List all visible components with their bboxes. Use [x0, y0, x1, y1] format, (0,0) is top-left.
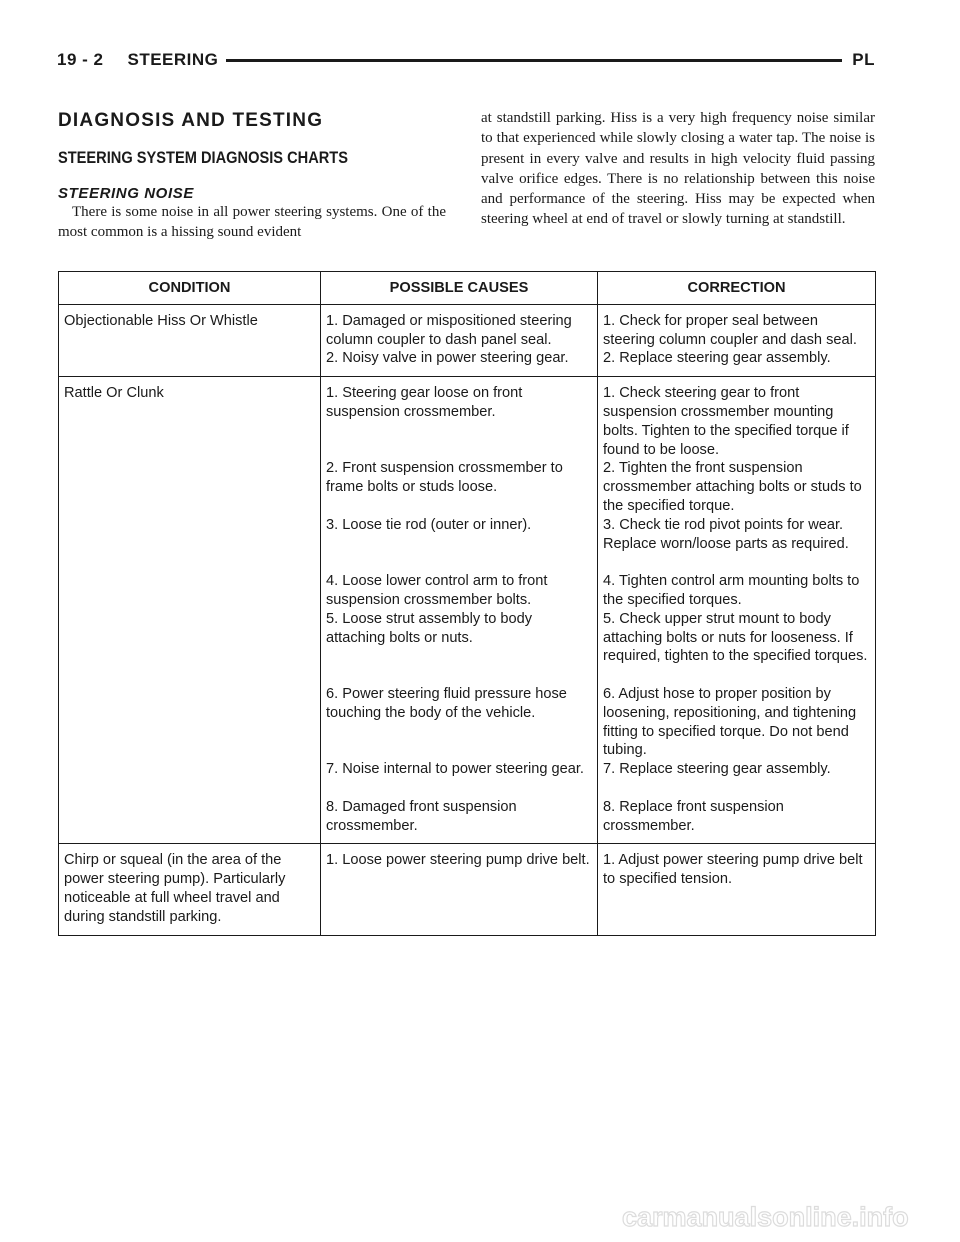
table-row: [59, 377, 876, 844]
correction-item: 3. Check tie rod pivot points for wear. Replace worn/loose parts as required.: [603, 516, 849, 552]
table-header-row: [59, 272, 876, 305]
correction-item: 1. Check for proper seal between steering column coupler and dash seal.: [603, 312, 857, 348]
causes-cell: [321, 377, 598, 844]
right-column: [481, 108, 875, 230]
diagnosis-table: [58, 271, 876, 936]
correction-item: 4. Tighten control arm mounting bolts to the specified torques.: [603, 573, 860, 608]
cause-item: 6. Power steering fluid pressure hose touching the body of the vehicle.: [326, 685, 567, 721]
cause-item: 1. Steering gear loose on front suspension crossmember.: [326, 385, 523, 420]
intro-paragraph: There is some noise in all power steering systems. One of the most common is a hissing sound evident: [58, 204, 446, 241]
table-row: [59, 844, 876, 935]
heading-steering-noise: STEERING NOISE: [58, 185, 194, 202]
cause-item: 8. Damaged front suspension crossmember.: [326, 798, 517, 834]
cause-item: 4. Loose lower control arm to front suspension crossmember bolts.: [326, 573, 548, 608]
watermark-text: carmanualsonline.info: [622, 1202, 909, 1232]
condition-cell: Rattle Or Clunk: [59, 377, 321, 844]
column-header-condition: CONDITION: [59, 272, 321, 305]
cause-item: 1. Damaged or mispositioned steering column coupler to dash panel seal.: [326, 312, 572, 348]
causes-cell: [321, 844, 598, 935]
cause-item: 2. Front suspension crossmember to frame bolts or studs loose.: [326, 460, 563, 496]
hiss-paragraph: at standstill parking. Hiss is a very high frequency noise similar to that experienced while slowly closing a water tap. The noise is present in every valve and results in high velocity fluid passing valve orifice edges. There is no relationship between this noise and performance of the steering. Hiss may be expected when steering wheel at end of travel or slowly turning at standstill.: [481, 110, 875, 228]
cause-item: 5. Loose strut assembly to body attaching bolts or nuts.: [326, 610, 533, 646]
heading-diagnosis-charts: STEERING SYSTEM DIAGNOSIS CHARTS: [58, 148, 348, 167]
correction-item: 6. Adjust hose to proper position by loosening, repositioning, and tightening fitting to specified torque. Do not bend tubing.: [603, 685, 857, 759]
page-number: 19 - 2: [57, 50, 104, 69]
cause-item: 3. Loose tie rod (outer or inner).: [326, 516, 532, 533]
correction-item: 5. Check upper strut mount to body attaching bolts or nuts for looseness. If required, tighten to the specified torques.: [603, 610, 868, 665]
header-rule: [226, 59, 842, 62]
section-title: STEERING: [127, 50, 219, 69]
condition-cell: Chirp or squeal (in the area of the power steering pump). Particularly noticeable at full wheel travel and during standstill parking.: [59, 844, 321, 935]
correction-cell: [598, 377, 876, 844]
correction-item: 2. Replace steering gear assembly.: [603, 350, 831, 367]
table-row: [59, 304, 876, 376]
column-header-correction: CORRECTION: [598, 272, 876, 305]
condition-cell: Objectionable Hiss Or Whistle: [59, 304, 321, 376]
cause-item: 7. Noise internal to power steering gear.: [326, 761, 584, 778]
causes-cell: [321, 304, 598, 376]
model-code: PL: [852, 50, 875, 69]
column-header-causes: POSSIBLE CAUSES: [321, 272, 598, 305]
correction-item: 1. Check steering gear to front suspension crossmember mounting bolts. Tighten to the specified torque if found to be loose.: [603, 385, 849, 458]
correction-item: 1. Adjust power steering pump drive belt to specified tension.: [603, 852, 863, 888]
heading-diagnosis-and-testing: DIAGNOSIS AND TESTING: [58, 110, 324, 131]
cause-item: 2. Noisy valve in power steering gear.: [326, 350, 569, 367]
correction-item: 8. Replace front suspension crossmember.: [603, 798, 784, 834]
correction-cell: [598, 844, 876, 935]
left-column: [58, 108, 446, 243]
page-header: [57, 48, 875, 72]
correction-item: 7. Replace steering gear assembly.: [603, 761, 831, 778]
correction-item: 2. Tighten the front suspension crossmember attaching bolts or studs to the specified torque.: [603, 460, 862, 514]
cause-item: 1. Loose power steering pump drive belt.: [326, 852, 590, 869]
correction-cell: [598, 304, 876, 376]
